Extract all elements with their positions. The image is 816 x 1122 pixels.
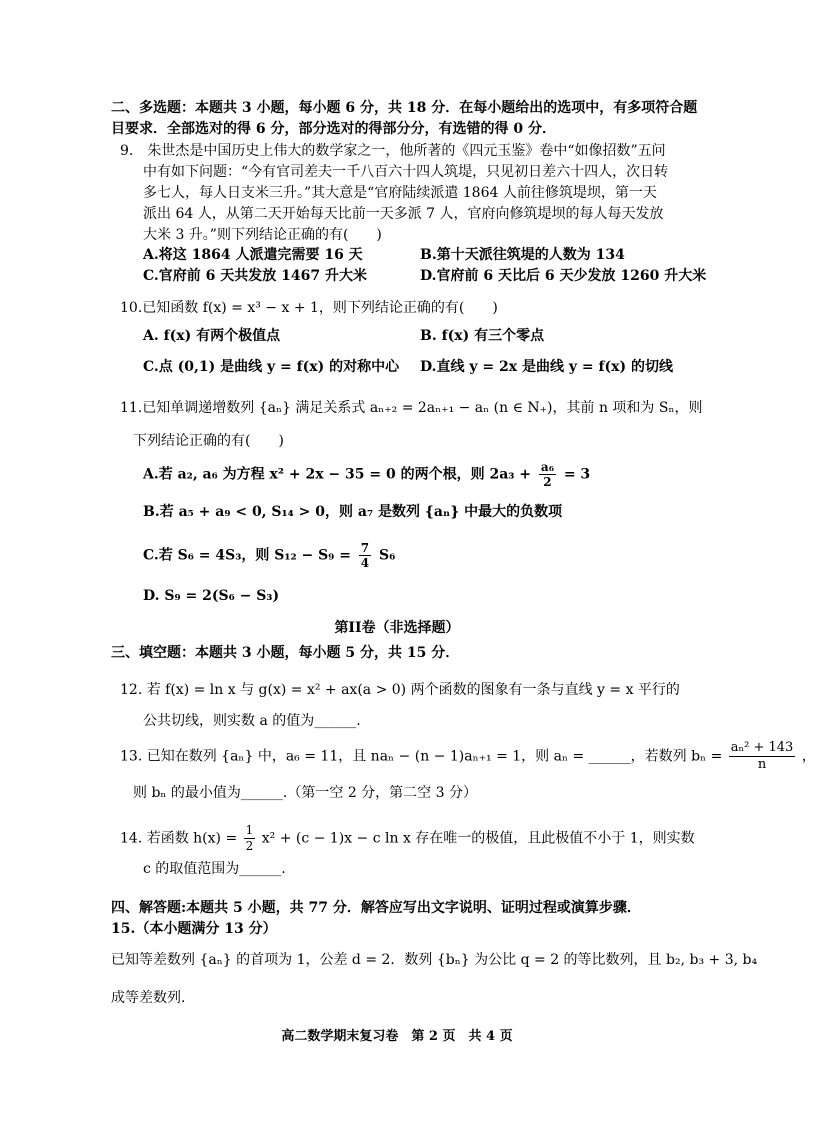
q9-line5: 大米 3 升。”则下列结论正确的有( ) <box>143 227 382 243</box>
q10-option-c: C.点 (0,1) 是曲线 y = f(x) 的对称中心 <box>143 359 400 375</box>
fraction-numerator: a₆ <box>540 460 554 474</box>
q9-option-a: A.将这 1864 人派遣完需要 16 天 <box>143 247 363 263</box>
q11-option-b: B.若 a₅ + a₉ < 0, S₁₄ > 0，则 a₇ 是数列 {aₙ} 中最大的负数项 <box>143 504 563 520</box>
q11-option-a <box>143 460 590 489</box>
q14-fraction <box>244 823 256 854</box>
q10-option-a: A. f(x) 有两个极值点 <box>143 328 281 344</box>
q15-line2: 成等差数列. <box>111 990 186 1006</box>
q13-line1 <box>120 740 816 773</box>
q15-line1: 已知等差数列 {aₙ} 的首项为 1，公差 d = 2．数列 {bₙ} 为公比 q = 2 的等比数列，且 b₂, b₃ + 3, b₄ <box>111 952 758 968</box>
section2-heading-line1: 二、多选题：本题共 3 小题，每小题 6 分，共 18 分．在每小题给出的选项中，有多项符合题 <box>111 100 698 116</box>
q11-stem-line1: 11.已知单调递增数列 {aₙ} 满足关系式 aₙ₊₂ = 2aₙ₊₁ − aₙ (n ∈ N₊)，其前 n 项和为 Sₙ，则 <box>120 400 703 416</box>
section3-heading: 三、填空题：本题共 3 小题，每小题 5 分，共 15 分． <box>111 645 460 661</box>
q12-line2: 公共切线，则实数 a 的值为______. <box>143 713 361 729</box>
q13-line1-text: 13. 已知在数列 {aₙ} 中，a₆ = 11，且 naₙ − (n − 1)aₙ₊₁ = 1，则 aₙ = ______，若数列 bₙ = <box>120 748 723 765</box>
q13-line1-tail: ， <box>801 748 816 765</box>
fraction-numerator: 7 <box>360 541 370 555</box>
q10-stem: 10.已知函数 f(x) = x³ − x + 1，则下列结论正确的有( ) <box>120 300 498 316</box>
q10-option-b: B. f(x) 有三个零点 <box>420 328 545 344</box>
q11-option-a-text: A.若 a₂, a₆ 为方程 x² + 2x − 35 = 0 的两个根，则 2a₃ + <box>143 466 532 483</box>
q9-line4: 派出 64 人，从第二天开始每天比前一天多派 7 人，官府向修筑堤坝的每人每天发放 <box>143 206 664 222</box>
q14-line1-tail: x² + (c − 1)x − c ln x 存在唯一的极值，且此极值不小于 1，则实数 <box>261 830 695 847</box>
q11-option-d: D. S₉ = 2(S₆ − S₃) <box>143 588 280 604</box>
q13-fraction <box>729 740 796 773</box>
q9-line2: 中有如下问题：“今有官司差夫一千八百六十四人筑堤，只见初日差六十四人，次日转 <box>143 164 669 180</box>
q11-option-c-tail: S₆ <box>379 547 396 564</box>
q9-option-c: C.官府前 6 天共发放 1467 升大米 <box>143 268 367 284</box>
q12-line1: 12. 若 f(x) = ln x 与 g(x) = x² + ax(a > 0) 两个函数的图象有一条与直线 y = x 平行的 <box>120 682 680 698</box>
q11-option-c-text: C.若 S₆ = 4S₃，则 S₁₂ − S₉ = <box>143 547 351 564</box>
q14-line2: c 的取值范围为______. <box>143 861 286 877</box>
q9-line3: 多七人，每人日支米三升。”其大意是“官府陆续派遣 1864 人前往修筑堤坝，第一天 <box>143 185 657 201</box>
fraction-numerator: 1 <box>245 823 254 837</box>
q9-option-b: B.第十天派往筑堤的人数为 134 <box>420 247 625 263</box>
fraction-denominator: 2 <box>543 475 552 489</box>
fraction-denominator: n <box>757 757 767 772</box>
q13-line2: 则 bₙ 的最小值为______.（第一空 2 分，第二空 3 分） <box>133 785 477 801</box>
q11-option-c <box>143 541 395 570</box>
q11-option-a-fraction <box>539 460 556 489</box>
q9-line1: 9. 朱世杰是中国历史上伟大的数学家之一，他所著的《四元玉鉴》卷中“如像招数”五问 <box>120 143 666 159</box>
section2-heading-line2: 目要求．全部选对的得 6 分，部分选对的得部分分，有选错的得 0 分． <box>111 121 556 137</box>
section4-heading: 四、解答题:本题共 5 小题，共 77 分．解答应写出文字说明、证明过程或演算步骤． <box>111 900 641 916</box>
q10-option-d: D.直线 y = 2x 是曲线 y = f(x) 的切线 <box>420 359 673 375</box>
fraction-numerator: aₙ² + 143 <box>730 740 794 755</box>
q14-line1-text: 14. 若函数 h(x) = <box>120 830 238 847</box>
part2-title: 第II卷（非选择题） <box>334 620 460 636</box>
q11-option-c-fraction <box>359 541 371 570</box>
fraction-denominator: 4 <box>360 556 370 570</box>
q11-option-a-tail: = 3 <box>563 466 591 483</box>
q14-line1 <box>120 823 695 854</box>
page-footer: 高二数学期末复习卷 第 2 页 共 4 页 <box>281 1029 513 1044</box>
q15-title: 15.（本小题满分 13 分） <box>111 921 277 937</box>
q11-stem-line2: 下列结论正确的有( ) <box>133 433 284 449</box>
q9-option-d: D.官府前 6 天比后 6 天少发放 1260 升大米 <box>420 268 707 284</box>
fraction-denominator: 2 <box>245 839 254 853</box>
